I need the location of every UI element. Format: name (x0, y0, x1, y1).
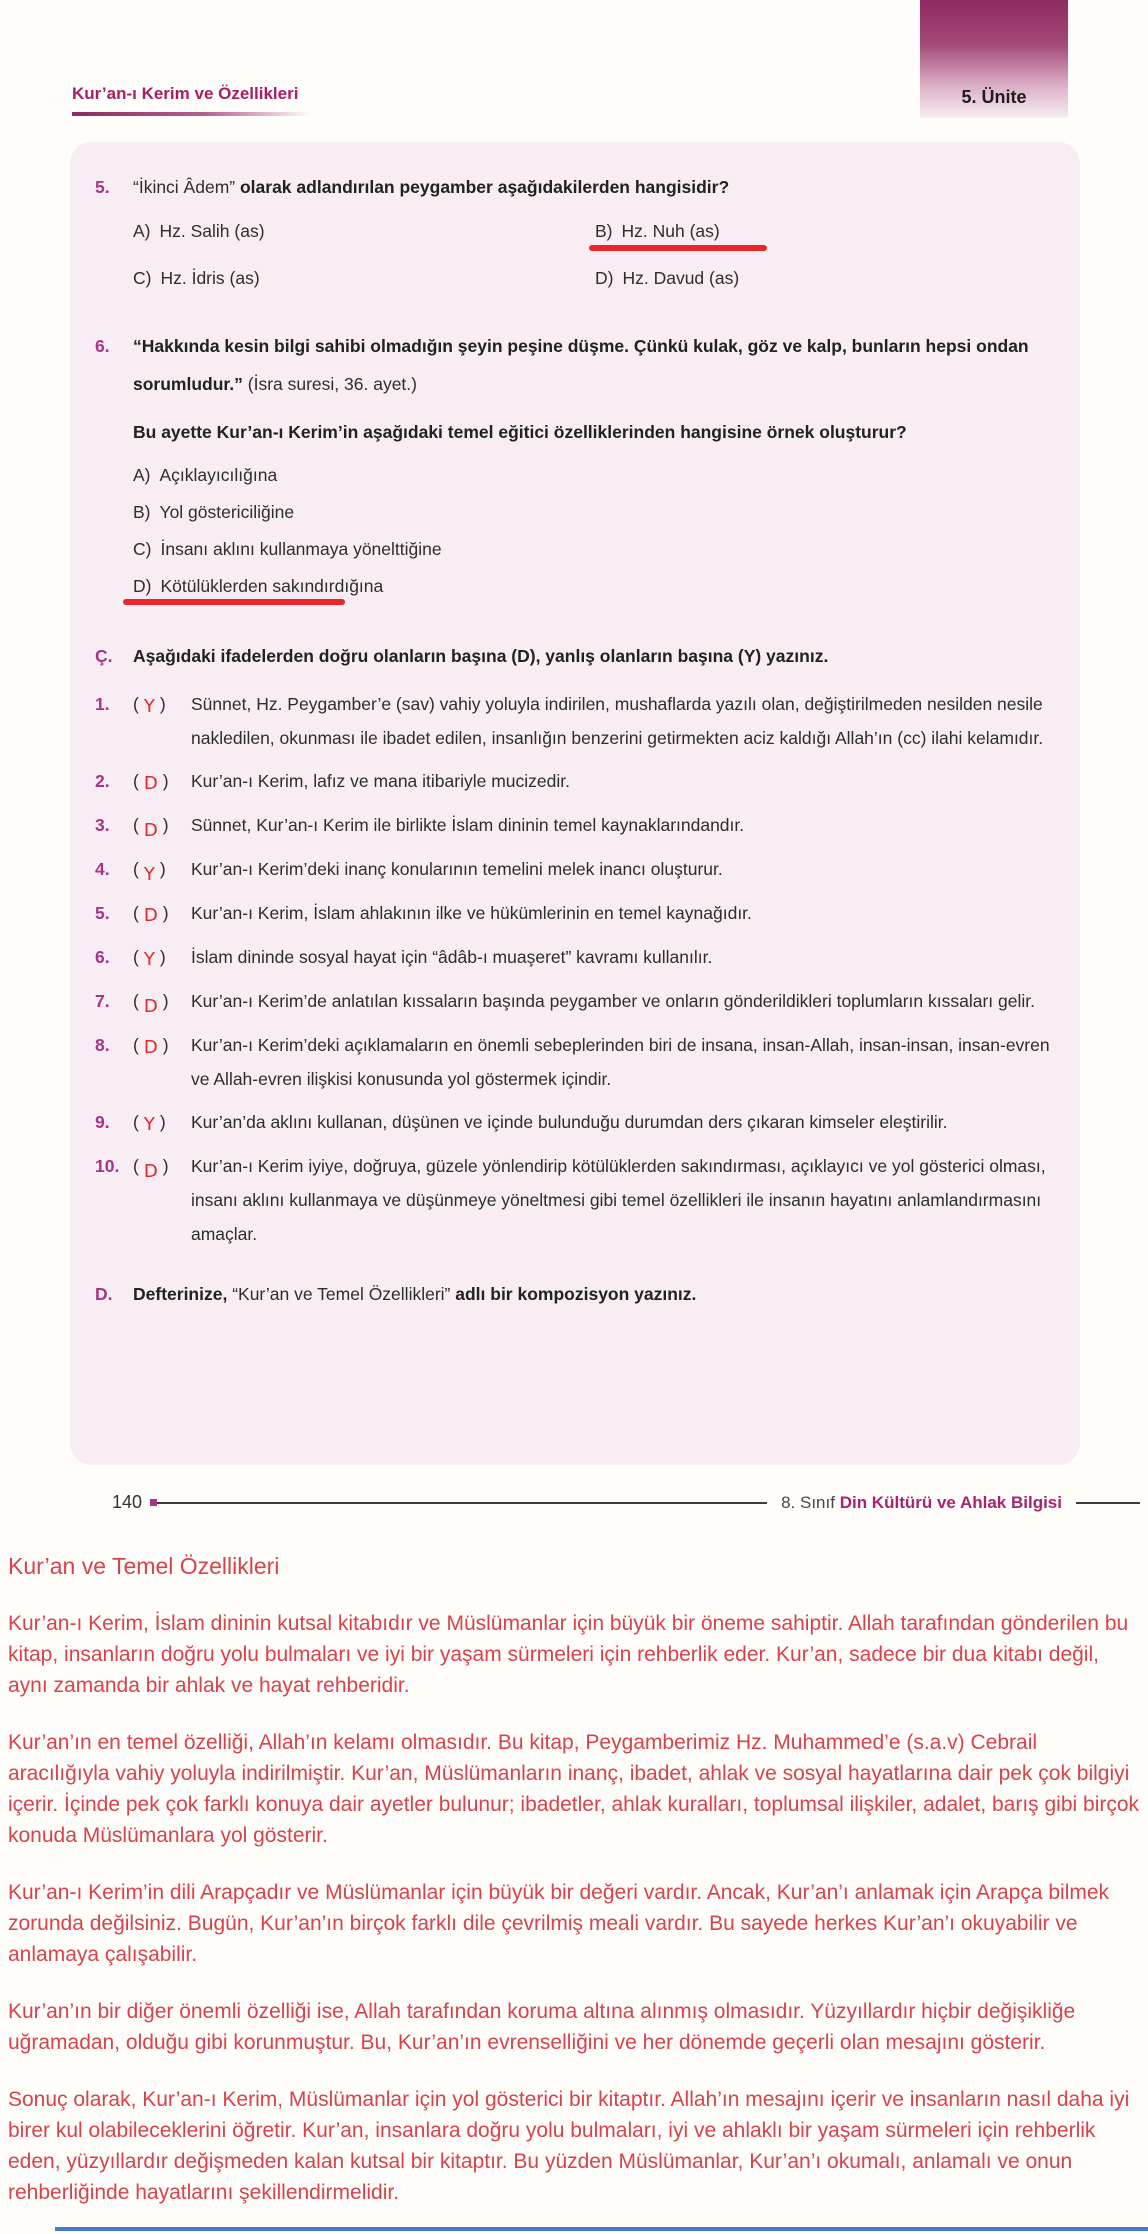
option-c (133, 531, 1050, 568)
bottom-blue-rule (55, 2227, 1148, 2231)
paren-open: ( (133, 859, 139, 879)
paren-open: ( (133, 903, 139, 923)
item-number: 1. (95, 694, 110, 714)
option-label: A) (133, 221, 151, 241)
item-text: Kur’an-ı Kerim, İslam ahlakının ilke ve hükümlerinin en temel kaynağıdır. (191, 903, 752, 923)
paren-close: ) (159, 947, 166, 967)
question-text (133, 170, 729, 204)
item-number: 9. (95, 1112, 110, 1132)
spacer (95, 413, 133, 451)
option-text: Hz. Davud (as) (622, 268, 740, 288)
course-name (781, 1493, 1062, 1513)
handwritten-answer: Y (143, 696, 155, 717)
item-number: 7. (95, 991, 110, 1011)
unit-label: 5. Ünite (961, 87, 1027, 107)
section-label: Ç. (95, 646, 113, 666)
course-title: Din Kültürü ve Ahlak Bilgisi (839, 1492, 1062, 1512)
handwritten-answer: D (143, 996, 158, 1017)
answer-parens (133, 1149, 191, 1251)
option-text: Açıklayıcılığına (159, 465, 278, 485)
truefalse-item-9 (95, 1105, 1050, 1140)
option-text: Hz. Salih (as) (159, 221, 265, 241)
section-label: D. (95, 1284, 113, 1304)
answer-parens (133, 852, 191, 887)
bold-suffix: adlı bir kompozisyon yazınız. (455, 1284, 697, 1304)
handwritten-answer: D (143, 905, 158, 926)
truefalse-item-2 (95, 764, 1050, 799)
question-5 (95, 170, 1050, 295)
answer-parens (133, 940, 191, 975)
option-label: A) (133, 465, 151, 485)
footer-dot-icon (150, 1499, 157, 1506)
essay-section (8, 1552, 1140, 2234)
options-list (133, 457, 1050, 605)
footer-rule-left (157, 1502, 767, 1504)
option-d (595, 261, 1050, 295)
truefalse-item-5 (95, 896, 1050, 931)
question-number: 5. (95, 177, 110, 197)
item-text: Kur’an-ı Kerim, lafız ve mana itibariyle mucizedir. (191, 771, 570, 791)
question-quote: “İkinci Âdem” (133, 177, 236, 197)
truefalse-item-1 (95, 687, 1050, 755)
page-footer (112, 1492, 1140, 1513)
course-prefix: 8. Sınıf (781, 1492, 835, 1512)
option-d-marked (133, 568, 1050, 605)
page-number: 140 (112, 1492, 143, 1512)
section-d (95, 1277, 1050, 1311)
question-6 (95, 327, 1050, 605)
answer-parens (133, 764, 191, 799)
item-text: Kur’an-ı Kerim’deki açıklamaların en önemli sebeplerinden biri de insana, insan-Allah, insan-insan, insan-evren ve Allah-evren ilişkisi konusunda yol göstermek içindir. (191, 1035, 1050, 1089)
section-c-header (95, 639, 1050, 673)
paren-close: ) (159, 1112, 166, 1132)
handwritten-answer: D (143, 773, 158, 794)
paren-close: ) (162, 1035, 169, 1055)
truefalse-list (95, 687, 1050, 1251)
paren-close: ) (162, 1156, 169, 1176)
title-underline-rule (72, 112, 312, 116)
paren-close: ) (159, 859, 166, 879)
truefalse-item-6 (95, 940, 1050, 975)
section-d-text (133, 1277, 696, 1311)
question-number: 6. (95, 336, 110, 356)
handwritten-answer: D (143, 1037, 158, 1058)
answer-parens (133, 896, 191, 931)
item-number: 6. (95, 947, 110, 967)
item-number: 8. (95, 1035, 110, 1055)
option-label: D) (133, 576, 152, 596)
paren-close: ) (162, 771, 169, 791)
handwritten-answer: Y (143, 864, 155, 885)
option-text: İnsanı aklını kullanmaya yönelttiğine (160, 539, 442, 559)
item-text: Sünnet, Hz. Peygamber’e (sav) vahiy yoluyla indirilen, mushaflarda yazılı olan, değiştirilmeden nesilden nesile nakledilen, okunması ile ibadet edilen, insanlığın benzerini getirmekten aciz kaldığı Allah’ın (cc) ilahi kelamıdır. (191, 694, 1044, 748)
item-text: Kur’an-ı Kerim iyiye, doğruya, güzele yönlendirip kötülüklerden sakındırması, açıklayıcı ve yol gösterici olması, insanı aklını kullanmaya ve düşünmeye yöneltmesi gibi temel özellikleri ile insanın hayatını anlamlandırmasını amaçlar. (191, 1156, 1046, 1244)
handwritten-answer: Y (143, 1114, 155, 1135)
option-c (133, 261, 595, 295)
paren-close: ) (162, 903, 169, 923)
truefalse-item-10 (95, 1149, 1050, 1251)
answer-parens (133, 808, 191, 843)
paren-open: ( (133, 815, 139, 835)
option-label: C) (133, 268, 152, 288)
item-number: 10. (95, 1156, 120, 1176)
option-label: B) (595, 221, 613, 241)
ayah-source: (İsra suresi, 36. ayet.) (247, 374, 417, 394)
answer-underline (123, 599, 345, 605)
question-quote-text (133, 327, 1050, 403)
answer-parens (133, 1105, 191, 1140)
essay-paragraph: Sonuç olarak, Kur’an-ı Kerim, Müslümanlar için yol gösterici bir kitaptır. Allah’ın mesajını içerir ve insanların nasıl daha iyi birer kul olabileceklerini öğretir. Kur’an, insanlara doğru yolu bulmaları, iyi ve ahlaklı bir yaşam sürmeleri için rehberlik eden, yüzyıllardır değişmeden kalan kutsal bir kitaptır. Bu yüzden Müslümanlar, Kur’an’ı okumalı, anlamalı ve onun rehberliğinde hayatlarını şekillendirmelidir. (8, 2088, 1130, 2204)
composition-title-quote: “Kur’an ve Temel Özellikleri” (232, 1284, 451, 1304)
essay-heading: Kur’an ve Temel Özellikleri (8, 1553, 280, 1579)
handwritten-answer: Y (143, 949, 155, 970)
truefalse-item-4 (95, 852, 1050, 887)
item-number: 4. (95, 859, 110, 879)
option-label: D) (595, 268, 614, 288)
option-b (133, 494, 1050, 531)
essay-paragraph: Kur’an’ın en temel özelliği, Allah’ın kelamı olmasıdır. Bu kitap, Peygamberimiz Hz. Muhammed’e (s.a.v) Cebrail aracılığıyla vahiy yoluyla indirilmiştir. Kur’an, Müslümanların inanç, ibadet, ahlak ve sosyal hayatlarına dair pek çok bilgiyi içerir. İçinde pek çok farklı konuya dair ayetler bulunur; ibadetler, ahlak kuralları, toplumsal ilişkiler, adalet, barış gibi birçok konuda Müslümanlara yol gösterir. (8, 1731, 1140, 1847)
item-text: Sünnet, Kur’an-ı Kerim ile birlikte İslam dininin temel kaynaklarındandır. (191, 815, 745, 835)
paren-open: ( (133, 1156, 139, 1176)
handwritten-answer: D (143, 820, 158, 841)
option-text: Hz. Nuh (as) (621, 221, 720, 241)
question-stem: olarak adlandırılan peygamber aşağıdakilerden hangisidir? (239, 177, 730, 197)
section-instruction: Aşağıdaki ifadelerden doğru olanların başına (D), yanlış olanların başına (Y) yazınız. (133, 646, 829, 666)
bold-prefix: Defterinize, (133, 1284, 228, 1304)
paren-close: ) (162, 991, 169, 1011)
option-b-marked (595, 214, 1050, 248)
essay-paragraph: Kur’an’ın bir diğer önemli özelliği ise, Allah tarafından koruma altına alınmış olmasıdır. Yüzyıllardır hiçbir değişikliğe uğramadan, olduğu gibi korunmuştur. Bu, Kur’an’ın evrenselliğini ve her dönemde geçerli olan mesajını gösterir. (8, 2000, 1076, 2054)
answer-underline (589, 245, 767, 251)
truefalse-item-8 (95, 1028, 1050, 1096)
paren-open: ( (133, 694, 139, 714)
options-grid (133, 214, 1050, 295)
unit-badge (920, 0, 1068, 118)
item-text: İslam dininde sosyal hayat için “âdâb-ı muaşeret” kavramı kullanılır. (191, 947, 713, 967)
answer-parens (133, 984, 191, 1019)
item-number: 5. (95, 903, 110, 923)
handwritten-answer: D (143, 1161, 158, 1182)
item-text: Kur’an’da aklını kullanan, düşünen ve içinde bulunduğu durumdan ders çıkaran kimseler eleştirilir. (191, 1112, 948, 1132)
paren-open: ( (133, 771, 139, 791)
item-number: 3. (95, 815, 110, 835)
item-text: Kur’an-ı Kerim’de anlatılan kıssaların başında peygamber ve onların gönderildikleri toplumların kıssaları gelir. (191, 991, 1035, 1011)
option-a (133, 457, 1050, 494)
page-title: Kur’an-ı Kerim ve Özellikleri (72, 84, 299, 103)
paren-open: ( (133, 1112, 139, 1132)
question-stem: Bu ayette Kur’an-ı Kerim’in aşağıdaki temel eğitici özelliklerinden hangisine örnek oluşturur? (133, 422, 907, 442)
item-number: 2. (95, 771, 110, 791)
exercise-card (70, 142, 1080, 1465)
paren-close: ) (162, 815, 169, 835)
footer-rule-right (1076, 1502, 1140, 1504)
paren-open: ( (133, 947, 139, 967)
ayah-quote: “Hakkında kesin bilgi sahibi olmadığın şeyin peşine düşme. Çünkü kulak, göz ve kalp, bunların hepsi ondan sorumludur.” (133, 336, 1029, 394)
option-label: B) (133, 502, 151, 522)
option-text: Hz. İdris (as) (160, 268, 260, 288)
paren-open: ( (133, 991, 139, 1011)
answer-parens (133, 687, 191, 755)
answer-parens (133, 1028, 191, 1096)
paren-open: ( (133, 1035, 139, 1055)
option-text: Yol göstericiliğine (159, 502, 295, 522)
essay-paragraph: Kur’an-ı Kerim’in dili Arapçadır ve Müslümanlar için büyük bir değeri vardır. Ancak, Kur’an’ı anlamak için Arapça bilmek zorunda değilsiniz. Bugün, Kur’an’ın birçok farklı dile çevrilmiş meali vardır. Bu sayede herkes Kur’an’ı okuyabilir ve anlamaya çalışabilir. (8, 1881, 1110, 1966)
option-label: C) (133, 539, 152, 559)
option-a (133, 214, 595, 248)
item-text: Kur’an-ı Kerim’deki inanç konularının temelini melek inancı oluşturur. (191, 859, 723, 879)
essay-paragraph: Kur’an-ı Kerim, İslam dininin kutsal kitabıdır ve Müslümanlar için büyük bir öneme sahiptir. Allah tarafından gönderilen bu kitap, insanların doğru yolu bulmaları ve iyi bir yaşam sürmeleri için rehberlik eder. Kur’an, sadece bir dua kitabı değil, aynı zamanda bir ahlak ve hayat rehberidir. (8, 1612, 1129, 1697)
paren-close: ) (159, 694, 166, 714)
truefalse-item-3 (95, 808, 1050, 843)
option-text: Kötülüklerden sakındırdığına (160, 576, 384, 596)
truefalse-item-7 (95, 984, 1050, 1019)
